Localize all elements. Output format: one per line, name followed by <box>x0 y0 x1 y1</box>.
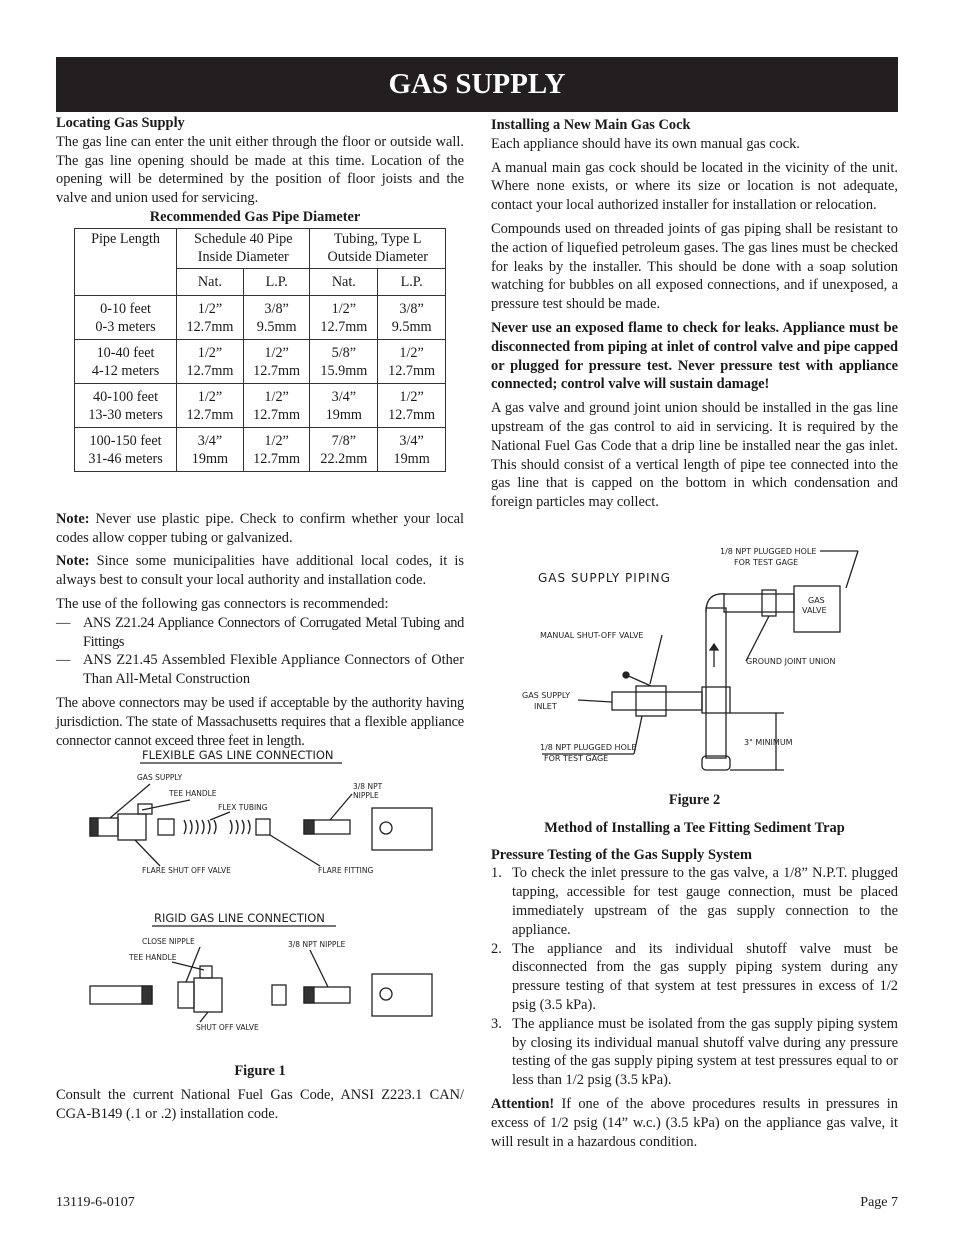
label-flare-shut-off: FLARE SHUT OFF VALVE <box>142 866 231 875</box>
leader <box>578 700 612 702</box>
fig2-title: GAS SUPPLY PIPING <box>538 571 671 585</box>
new-cock-heading: Installing a New Main Gas Cock <box>491 117 691 133</box>
figure-1-caption-block <box>56 1062 464 1123</box>
rigid-nipple-thread <box>304 987 314 1003</box>
rigid-valve-knob <box>380 988 392 1000</box>
cell-pipe-length: 10-40 feet 4-12 meters <box>75 339 177 383</box>
cell-pipe-length: 0-10 feet 0-3 meters <box>75 295 177 339</box>
fig2-inlet-pipe <box>612 692 702 710</box>
attention-text: Attention! If one of the above procedures results in pressures in excess of 1/2 psig (14” w.c.) (3.5 kPa) on the appliance gas valve, it will result in a hazardous condition. <box>491 1095 898 1150</box>
cell-diameter: 3/4” 19mm <box>177 427 244 471</box>
cell-diameter: 7/8” 22.2mm <box>310 427 378 471</box>
fig2-npt-top-1: 1/8 NPT PLUGGED HOLE <box>720 547 817 556</box>
page-title: GAS SUPPLY <box>56 57 898 112</box>
sub-nat: Nat. <box>310 268 378 295</box>
label-npt-nipple-1: 3/8 NPT <box>353 782 383 791</box>
rigid-tee-handle <box>200 966 212 978</box>
manual-cock-text: A manual main gas cock should be located in the vicinity of the unit. Where none exists, or where its size or location is not adequate, contact your local authorized installer for installation or relocation. <box>491 159 898 214</box>
label-flex-tubing: FLEX TUBING <box>218 803 268 812</box>
header-schedule: Schedule 40 Pipe Inside Diameter <box>177 228 310 268</box>
item-text: The appliance must be isolated from the gas supply piping system by closing its individual manual shutoff valve during any pressure testing of the gas supply piping system at test pressures equal to or less than 1/2 psig (3.5 kPa). <box>512 1015 898 1089</box>
rigid-shutoff-valve <box>194 978 222 1012</box>
connector-text: ANS Z21.24 Appliance Connectors of Corrugated Metal Tubing and Fittings <box>83 614 464 650</box>
new-cock-text: Each appliance should have its own manual gas cock. <box>491 135 800 152</box>
label-flare-fitting: FLARE FITTING <box>318 866 374 875</box>
gas-pipe-table <box>74 228 446 472</box>
cell-pipe-length: 40-100 feet 13-30 meters <box>75 383 177 427</box>
table-row <box>75 339 446 383</box>
cell-diameter: 1/2” 12.7mm <box>243 339 310 383</box>
flex-title: FLEXIBLE GAS LINE CONNECTION <box>142 748 334 762</box>
fig2-vertical-pipe <box>706 608 726 758</box>
fig2-shutoff-valve <box>636 686 666 716</box>
dash-marker: — <box>56 652 71 669</box>
cell-diameter: 1/2” 12.7mm <box>177 383 244 427</box>
note-1: Note: Never use plastic pipe. Check to confirm whether your local codes allow copper tubing or galvanized. <box>56 510 464 546</box>
fig2-top-pipe <box>724 594 794 612</box>
header-pipe-length: Pipe Length <box>75 228 177 295</box>
leader <box>330 794 352 820</box>
fig2-elbow <box>706 594 726 612</box>
cell-diameter: 3/4” 19mm <box>378 427 446 471</box>
cell-diameter: 3/4” 19mm <box>310 383 378 427</box>
note-2: Note: Since some municipalities have additional local codes, it is always best to consult your local authority and installation code. <box>56 553 464 589</box>
figure-1-diagram <box>80 742 450 1047</box>
connectors-note: The above connectors may be used if acceptable by the authority having jurisdiction. The state of Massachusetts requires that a flexible appliance connector cannot exceed three feet in length. <box>56 694 464 749</box>
rigid-union <box>272 985 286 1005</box>
cell-diameter: 1/2” 12.7mm <box>243 427 310 471</box>
table-row <box>75 295 446 339</box>
locating-text: The gas line can enter the unit either through the floor or outside wall. The gas line opening should be made at this time. Location of the opening will be determined by the position of floor joists and the valve and union used for servicing. <box>56 133 464 207</box>
leader <box>650 635 662 684</box>
consult-text: Consult the current National Fuel Gas Code, ANSI Z223.1 CAN/ CGA-B149 (.1 or .2) installation code. <box>56 1086 464 1122</box>
flex-valve-knob <box>380 822 392 834</box>
cell-diameter: 1/2” 12.7mm <box>177 339 244 383</box>
leader <box>172 962 204 970</box>
page-number: Page 7 <box>860 1195 898 1210</box>
sub-lp: L.P. <box>243 268 310 295</box>
leader <box>846 551 858 588</box>
leader <box>142 800 190 810</box>
label-gas-supply: GAS SUPPLY <box>137 773 183 782</box>
leader <box>135 840 160 866</box>
flex-flare-nut <box>158 819 174 835</box>
label-close-nipple: CLOSE NIPPLE <box>142 937 195 946</box>
table-caption: Recommended Gas Pipe Diameter <box>149 208 361 225</box>
rigid-title: RIGID GAS LINE CONNECTION <box>154 911 325 925</box>
compounds-text: Compounds used on threaded joints of gas piping shall be resistant to the action of liquefied petroleum gases. The gas lines must be checked for leaks by the installer. This should be done with a soap solution watching for bubbles on all exposed connections, and if unexposed, a pressure test should be made. <box>491 220 898 313</box>
table-header-row <box>75 228 446 268</box>
pressure-list <box>491 864 898 1090</box>
fig2-minimum: 3" MINIMUM <box>744 738 793 747</box>
flex-fitting <box>256 819 270 835</box>
flex-shutoff-valve <box>118 814 146 840</box>
rigid-close-nipple <box>178 982 194 1008</box>
figure-1-caption: Figure 1 <box>234 1063 286 1079</box>
fig2-ground-joint: GROUND JOINT UNION <box>746 657 836 666</box>
item-text: The appliance and its individual shutoff valve must be disconnected from the gas supply piping system during any pressure testing of that system at test pressures in excess of 1/2 psig (3.5 kPa). <box>512 940 898 1013</box>
label-npt-nipple-2: NIPPLE <box>353 791 379 800</box>
fig2-gas-valve-label-2: VALVE <box>802 606 827 615</box>
doc-number: 13119-6-0107 <box>56 1195 135 1210</box>
right-column <box>491 116 898 512</box>
leader <box>200 1012 208 1022</box>
flex-nipple-thread <box>304 820 314 834</box>
leader <box>310 950 328 987</box>
leader <box>210 812 230 820</box>
figure-2-diagram <box>516 542 896 782</box>
figure-2-subcaption: Method of Installing a Tee Fitting Sediment Trap <box>544 819 845 836</box>
leader <box>186 947 200 982</box>
cell-diameter: 1/2” 12.7mm <box>177 295 244 339</box>
flex-gas-valve <box>372 808 432 850</box>
item-text: To check the inlet pressure to the gas valve, a 1/8” N.P.T. plugged tapping, accessible for test gauge connection, must be placed immediately upstream of the gas supply connection to the appliance. <box>512 865 898 938</box>
leader <box>270 835 320 866</box>
fig2-gas-supply-2: INLET <box>534 702 557 711</box>
pressure-item <box>491 864 898 939</box>
fig2-manual-shutoff: MANUAL SHUT-OFF VALVE <box>540 631 644 640</box>
rigid-gas-valve <box>372 974 432 1016</box>
table-row <box>75 383 446 427</box>
label-tee-handle: TEE HANDLE <box>169 789 217 798</box>
connector-text: ANS Z21.45 Assembled Flexible Appliance Connectors of Other Than All-Metal Construction <box>83 652 464 688</box>
locating-heading: Locating Gas Supply <box>56 115 185 131</box>
fig2-npt-bottom-1: 1/8 NPT PLUGGED HOLE <box>540 743 637 752</box>
dash-marker: — <box>56 614 71 631</box>
flex-pipe-thread <box>90 818 98 836</box>
fig2-arrow-head <box>710 644 718 650</box>
cell-diameter: 1/2” 12.7mm <box>310 295 378 339</box>
leader <box>746 616 769 661</box>
cell-diameter: 1/2” 12.7mm <box>243 383 310 427</box>
cell-diameter: 3/8” 9.5mm <box>378 295 446 339</box>
item-number: 1. <box>491 865 502 882</box>
connector-item-2 <box>56 651 464 689</box>
pressure-heading: Pressure Testing of the Gas Supply System <box>491 846 752 863</box>
cell-diameter: 1/2” 12.7mm <box>378 383 446 427</box>
cell-diameter: 1/2” 12.7mm <box>378 339 446 383</box>
valve-union-text: A gas valve and ground joint union should be installed in the gas line upstream of the gas control to aid in servicing. It is required by the National Fuel Gas Code that a drip line be installed near the gas inlet. This should consist of a vertical length of pipe tee connected into the gas line that is capped on the bottom in which condensation and foreign particles may collect. <box>491 400 898 511</box>
cell-pipe-length: 100-150 feet 31-46 meters <box>75 427 177 471</box>
item-number: 3. <box>491 1015 502 1032</box>
left-column <box>56 114 464 750</box>
sub-lp: L.P. <box>378 268 446 295</box>
fig2-gas-supply-1: GAS SUPPLY <box>522 691 571 700</box>
fig2-handle-knob <box>623 672 629 678</box>
flex-tubing-coils <box>184 820 250 834</box>
item-number: 2. <box>491 940 502 957</box>
fig2-npt-bottom-2: FOR TEST GAGE <box>544 754 609 763</box>
connectors-intro: The use of the following gas connectors is recommended: <box>56 595 389 612</box>
label-tee-handle-2: TEE HANDLE <box>129 953 177 962</box>
leader <box>110 784 150 818</box>
fig2-npt-top-2: FOR TEST GAGE <box>734 558 799 567</box>
header-tubing: Tubing, Type L Outside Diameter <box>310 228 446 268</box>
leader <box>634 716 642 754</box>
label-npt-nipple: 3/8 NPT NIPPLE <box>288 940 346 949</box>
cell-diameter: 3/8” 9.5mm <box>243 295 310 339</box>
table-row <box>75 427 446 471</box>
sub-nat: Nat. <box>177 268 244 295</box>
cell-diameter: 5/8” 15.9mm <box>310 339 378 383</box>
right-lower-block <box>491 791 898 1151</box>
table-body <box>75 295 446 471</box>
pressure-item <box>491 940 898 1015</box>
rigid-pipe-thread <box>142 986 152 1004</box>
figure-2-caption: Figure 2 <box>668 792 721 808</box>
warning-text: Never use an exposed flame to check for leaks. Appliance must be disconnected from piping at inlet of control valve and pipe capped or plugged for pressure test. Never pressure test with appliance connected; control valve will sustain damage! <box>491 319 898 393</box>
pressure-item <box>491 1015 898 1090</box>
fig2-gas-valve-label-1: GAS <box>808 596 825 605</box>
label-shut-off-valve: SHUT OFF VALVE <box>196 1023 259 1032</box>
connector-item-1 <box>56 614 464 652</box>
